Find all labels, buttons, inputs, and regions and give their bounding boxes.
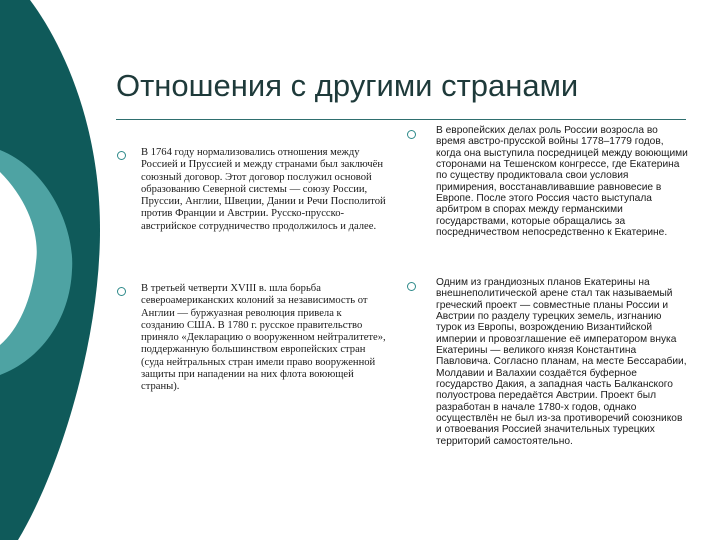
bullet-right-1 [407,130,416,139]
left-paragraph-2: В третьей четверти XVIII в. шла борьба североамериканских колоний за независимость от Англии — буржуазная революция привела к созданию США. В 1780 г. русское правительство приняло «Декларацию о вооруженном нейтралитете», поддержанную большинством европейских стран (суда нейтральных стран имели право вооруженной защиты при нападении на них флота воюющей страны). [141,283,386,392]
left-paragraph-1: В 1764 году нормализовались отношения между Россией и Пруссией и между странами был заключён союзный договор. Этот договор послужил основой образованию Северной системы — союзу России, Пруссии, Англии, Швеции, Дании и Речи Посполитой против Франции и Австрии. Русско-прусско-австрийское сотрудничество продолжилось и далее. [141,147,386,232]
right-paragraph-2: Одним из грандиозных планов Екатерины на внешнеполитической арене стал так называемый греческий проект — совместные планы России и Австрии по разделу турецких земель, изгнанию турок из Европы, возрождению Византийской империи и провозглашение её императором внука Екатерины — великого князя Константина Павловича. Согласно планам, на месте Бессарабии, Молдавии и Валахии создаётся буферное государство Дакия, а западная часть Балканского полуострова передаётся Австрии. Проект был разработан в начале 1780-х годов, однако осуществлён не был из-за противоречий союзников и отвоевания Россией значительных турецких территорий самостоятельно. [436,277,687,447]
bullet-left-2 [117,287,126,296]
bullet-left-1 [117,151,126,160]
slide-title: Отношения с другими странами [116,68,579,103]
title-underline [116,119,686,120]
bullet-right-2 [407,282,416,291]
decorative-side-shapes [0,0,120,540]
right-paragraph-1: В европейских делах роль России возросла во время австро-прусской войны 1778–1779 годов, когда она выступила посредницей между воюющими сторонами на Тешенском конгрессе, где Екатерина по существу продиктовала свои условия примирения, восстанавливавшие равновесие в Европе. После этого Россия часто выступала арбитром в спорах между германскими государствами, которые обращались за посредничеством непосредственно к Екатерине. [436,125,688,239]
